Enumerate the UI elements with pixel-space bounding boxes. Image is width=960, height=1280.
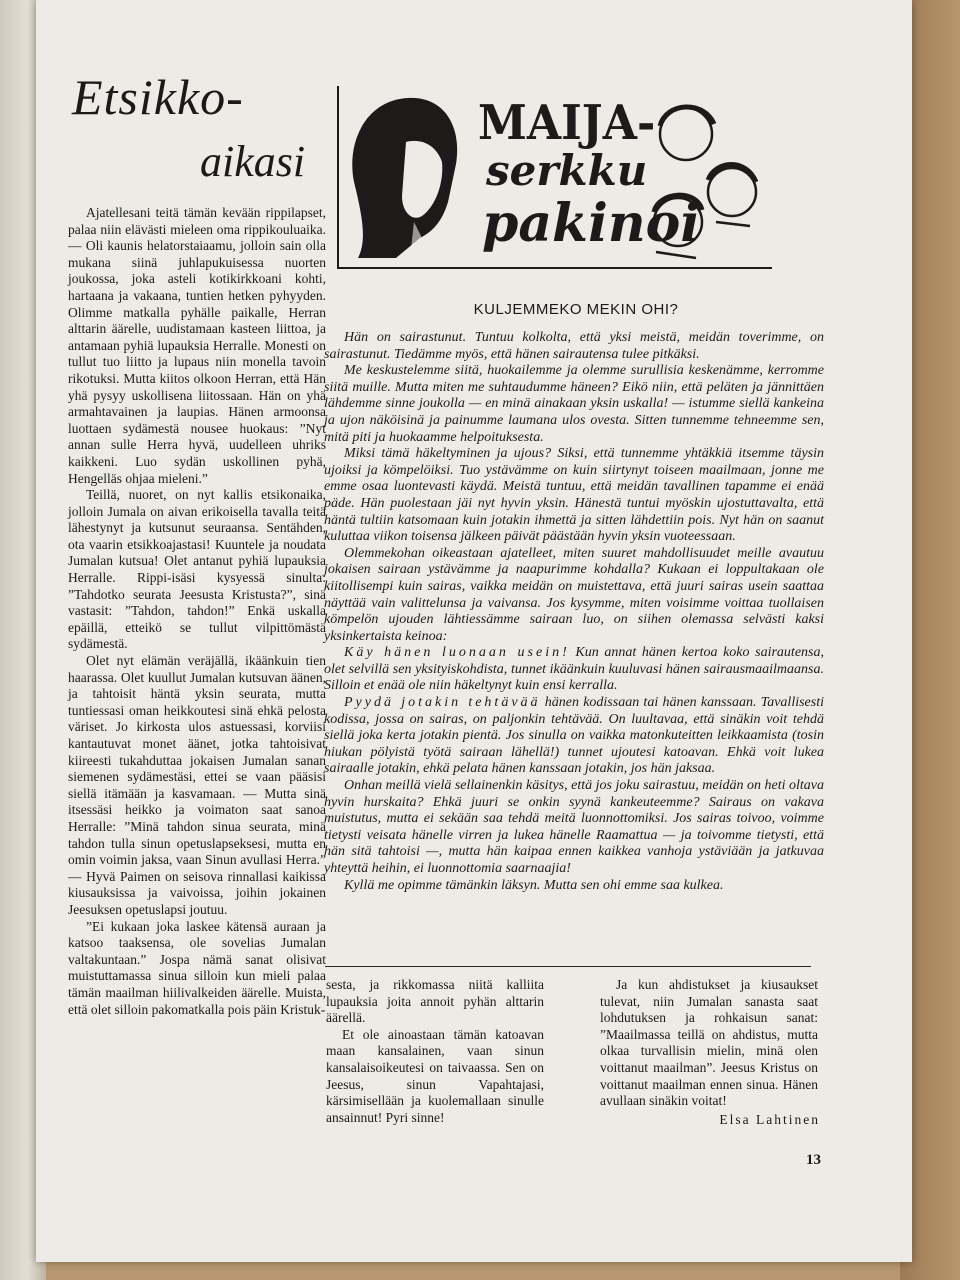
header-title-line-2: serkku bbox=[486, 146, 648, 195]
main-paragraph bbox=[324, 695, 824, 778]
header-title-line-1: MAIJA- bbox=[478, 95, 656, 151]
main-paragraph: Kyllä me opimme tämänkin läksyn. Mutta sen ohi emme saa kulkea. bbox=[344, 877, 724, 893]
bottom-paragraph: Ja kun ahdistukset ja kiusaukset tulevat, niin Jumalan sanasta saat lohdutuksen ja rohkaisun sanat: ”Maailmassa teillä on ahdistus, mutta olkaa turvallisin mielin, minä olen voittanut maailman”. Jeesus Kristus on voittanut maailman ennen sinua. Hänen avullaan sinäkin voitat! bbox=[600, 977, 818, 1109]
bottom-column-2 bbox=[600, 977, 818, 1110]
main-paragraph: Olemmekohan oikeastaan ajatelleet, miten suuret mahdollisuudet meille avautuu jokaisen sairaan ystävämme ja naapurimme kohdalla? Kukaan ei loppultakaan ole kiitollisempi kuin sairas, vaikka meidän on muistettava, että juuri sairas usein saattaa näyttää vain valittelunsa ja vaivansa. Jos kysymme, miten voisimme voittaa tuollaisen kömpelön ujouden lähtiessämme sairaan luo, on siihen olemassa selvästi kaksi yksinkertaista keinoa: bbox=[324, 545, 824, 644]
main-paragraph: Miksi tämä häkeltyminen ja ujous? Siksi, että tunnemme yhtäkkiä itsemme täysin ujoiksi ja kömpelöiksi. Tuo ystävämme on kuin siirtynyt toiseen maailmaan, jonne me emme osaa luontevasti käydä. Meistä tuntuu, että meidän tavallinen tapamme ei enää päde. Hän puolestaan jäi nyt hyvin yksin. Hänestä tuntui myöskin ujostuttavalta, että häntä tultiin katsomaan kuin jotakin ihmettä ja sitten lähdettiin pois. Nyt hän on saanut kuluttaa viikon toisensa jälkeen päivät päästään hyvin yksin vuoteessaan. bbox=[324, 446, 824, 545]
woman-portrait-icon bbox=[352, 98, 457, 258]
left-paragraph: ”Ei kukaan joka laskee kätensä auraan ja katsoo taaksensa, ole sovelias Jumalan valtakuntaan.” Jospa nämä sanat olisivat muistuttamassa sinua silloin kun mieli palaa tämän maailman hiilivalkeiden äärelle. Muista, että olet silloin pakomatkalla pois päin Kristuk- bbox=[68, 918, 326, 1017]
bottom-column-1 bbox=[326, 977, 544, 1126]
bottom-paragraph: Et ole ainoastaan tämän katoavan maan kansalainen, vaan sinun kansalaisoikeutesi on taivaassa. Sen on Jeesus, sinun Vapahtajasi, kärsimisellään ja kuolemallaan sinulle ansainnut! Pyri sinne! bbox=[326, 1026, 544, 1125]
column-header-illustration bbox=[336, 82, 774, 272]
page-number: 13 bbox=[806, 1152, 821, 1168]
header-title-line-3: pakinoi bbox=[482, 193, 701, 254]
main-paragraph: Hän on sairastunut. Tuntuu kolkolta, että yksi meistä, meidän toverimme, on sairastunut. Tiedämme myös, että hänen sairautensa tulee pitkäksi. bbox=[324, 330, 824, 362]
title-line-1: Etsikko- bbox=[72, 69, 244, 125]
paragraph-rest: hänen kodissaan tai hänen kanssaan. Tavallisesti kodissa, jossa on sairas, on paljonkin tehtävää. On luultavaa, että sinäkin voit tehdä siellä joka kerta jotakin pientä. Jos sinulla on vaikka matonkuteitten leikkaamista (tosin hiukan pölyistä työtä sairaan lähellä!) tunnet ujoutesi katoavan. Ehkä voit lukea sairaalle jotakin, ehkä pelata hänen kanssaan jotakin, jos hän jaksaa. bbox=[324, 695, 824, 777]
left-column bbox=[68, 205, 326, 1018]
left-paragraph: Teillä, nuoret, on nyt kallis etsikonaika, jolloin Jumala on aivan erikoisella tavalla teitä lähestynyt ja kutsunut seuraansa. Sentähden, ota vaarin etsikkoajastasi! Kuuntele ja noudata Jumalan kutsua! Olet antanut pyhiä lupauksia Herralle. Rippi-isäsi kysyessä sinulta: ”Tahdotko seurata Jeesusta Kristusta?”, sinä vastasit: ”Tahdon, tahdon!” Enkä uskalla epäillä, etteikö se tullut vilpittömästä sydämestä. bbox=[68, 487, 326, 652]
spaced-lead: Pyydä jotakin tehtävää bbox=[344, 695, 541, 711]
main-paragraph: Me keskustelemme siitä, huokailemme ja olemme surullisia keskenämme, kerromme siitä muille. Mutta miten me suhtaudumme häneen? Eikö niin, että peläten ja jännittäen lähdemme sinne joukolla — en minä ainakaan yksin uskalla! — istumme siellä kankeina ja ujon näköisinä ja painumme laumana ulos ovesta. Sitten tunnemme tehneemme sen, mitä piti ja huokaamme helpoituksesta. bbox=[324, 363, 824, 445]
left-paragraph: Olet nyt elämän veräjällä, ikäänkuin tien haarassa. Olet kuullut Jumalan kutsuvan äänen, ja tahtoisit häntä yksin seurata, mutta tuntiessasi oman heikkoutesi sinä ehkä pelosta väriset. Jo kirkosta ulos astuessasi, korviisi kantautuvat monet äänet, jotka tahtoisivat kiireesti tukahduttaa jokaisen Jumalan sanan siemenen sydämestäsi, ettei se vaan pääsisi siellä itämään ja kasvamaan. — Mutta sinä itsessäsi heikko ja voimaton saat sanoa Herralle: ”Minä tahdon sinua seurata, minä tahdon tulla sinun opetuslapseksesi, mutta en omin voimin jaksa, vaan Sinun avullasi Herra.” — Hyvä Paimen on seisova rinnallasi kaikissa kiusauksissa ja vaivoissa, joihin jokainen Jeesuksen opetuslapsi joutuu. bbox=[68, 653, 326, 917]
header-title bbox=[478, 95, 701, 254]
title-line-2: aikasi bbox=[200, 137, 306, 186]
article-title bbox=[72, 68, 322, 187]
main-paragraph bbox=[324, 645, 824, 695]
left-paragraph: Ajatellesani teitä tämän kevään rippilapset, palaa niin elävästi mieleen oma rippikouluaika. — Oli kaunis helatorstaiaamu, jolloin sain olla mukana siinä juhlapukuisessa nuorten joukossa, joka asteli kotikirkkoani kohti, hartaana ja vakaana, tuntien hetken pyhyyden. Olimme matkalla pyhälle paikalle, Herran alttarin äärelle, uudistamaan kasteen liittoa, ja antamaan pyhiä lupauksia Herralle. Monesti on tullut tuo liitto ja lupaus niin monella tavoin rikotuksi. Mutta kiitos olkoon Herran, että Hän yhä pysyy uskollisena liitossaan. Hän on yhä armahtavainen ja laupias. Hänen armoonsa luottaen sydämestä nousee huokaus: ”Nyt annan sulle Herra hyvä, uudelleen uhriks kaikkeni. Luo sydän uskollinen pyhä, Hengelläs ohjaa mieleni.” bbox=[68, 205, 326, 486]
main-column bbox=[324, 330, 824, 894]
paragraph-rest: Kun annat hänen kertoa koko sairautensa, olet selvillä sen yksityiskohdista, tunnet ikäänkuin kuuluvasi hänen sairausmaailmaansa. Silloin et enää ole niin häkeltynyt kuin ensi kerralla. bbox=[324, 645, 824, 694]
author-signature: Elsa Lahtinen bbox=[719, 1112, 820, 1127]
article-heading: KULJEMMEKO MEKIN OHI? bbox=[473, 301, 679, 318]
section-divider bbox=[325, 966, 811, 967]
main-paragraph: Onhan meillä vielä sellainenkin käsitys, että jos joku sairastuu, meidän on heti oltava hyvin hurskaita? Ehkä juuri se onkin syynä kankeuteemme? Sairaus on vakava muistutus, mutta ei sekään saa tehdä meitä luonnottomiksi. Jos sairas toivoo, voimme tietysti veisata hänelle virren ja lukea hänelle Raamattua — ja toivomme tietysti, että hän sitä tahtoisi —, mutta hän kaipaa ennen kaikkea vanhoja ystäviään ja jatkuvaa yhteyttä heihin, ei luonnottomia saarnaajia! bbox=[324, 778, 824, 876]
magazine-page bbox=[36, 0, 912, 1262]
bottom-paragraph: sesta, ja rikkomassa niitä kalliita lupauksia joita annoit pyhän alttarin äärellä. bbox=[326, 977, 544, 1026]
spaced-lead: Käy hänen luonaan usein! bbox=[344, 645, 570, 661]
